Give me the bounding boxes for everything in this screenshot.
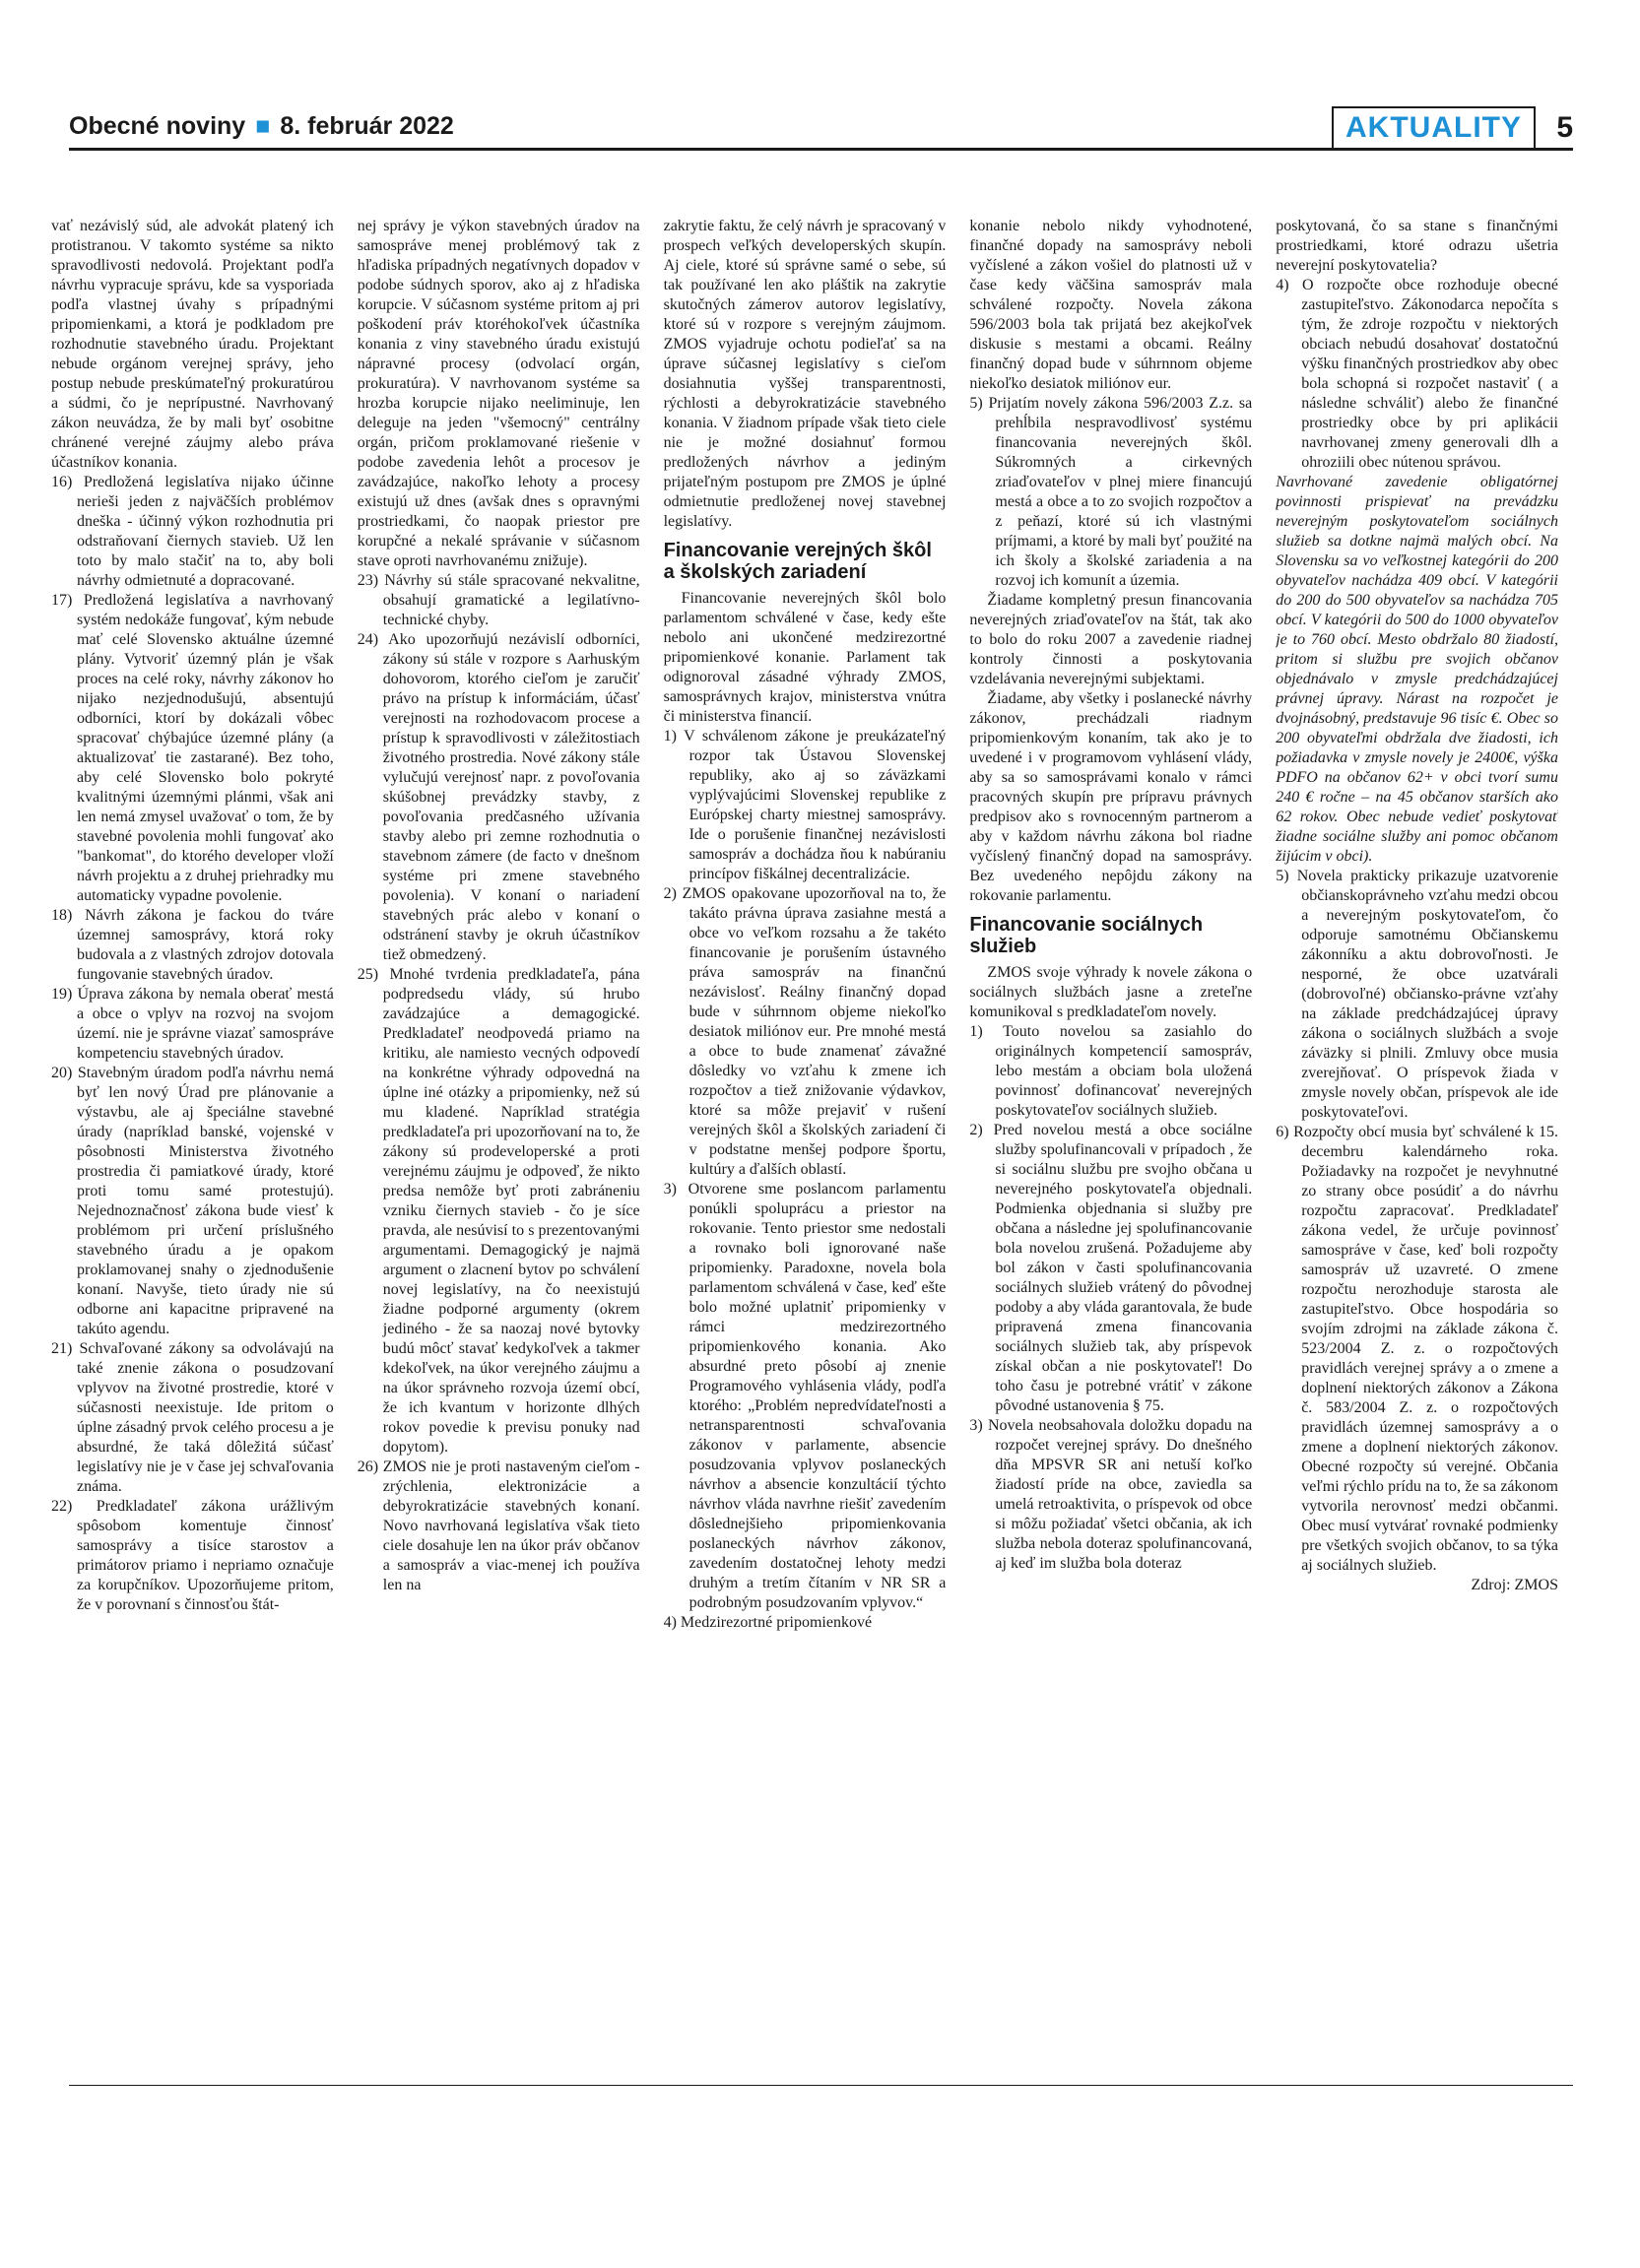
numbered-paragraph: 17) Predložená legislatíva a navrhovaný systém nedokáže fungovať, kým nebude mať celé Slovensko aktuálne územné plány. Vytvoriť územný plán je však proces na celé roky, návrhy zákonov ho nijako nezjednodušujú, absentujú odborníci, ktorí by dokázali vôbec spracovať chýbajúce územné plány (a aktualizovať tie zastarané). Bez toho, aby celé Slovensko bolo pokryté kvalitnými územnými plánmi, však ani len nemá zmysel uvažovať o tom, že by stavebné povolenia mohli fungovať ako "bankomat", do ktorého developer vloží návrh projektu a z druhej priehradky mu automaticky vypadne povolenie. <box>51 592 334 904</box>
numbered-paragraph: 23) Návrhy sú stále spracované nekvalitne, obsahují gramatické a legilatívno-technické chyby. <box>357 572 640 628</box>
numbered-paragraph: 4) O rozpočte obce rozhoduje obecné zastupiteľstvo. Zákonodarca nepočíta s tým, že zdroje rozpočtu v niektorých obciach nebudú dosahovať dostatočnú výšku finančných prostriedkov aby obec bola schopná si rozpočet nastaviť ( a následne schváliť) alebo že finančné prostriedky obce by pri aplikácii navrhovanej zmeny generovali dlh a ohroziili obec nútenou správou. <box>1276 277 1558 471</box>
source-credit: Zdroj: ZMOS <box>1471 1577 1558 1593</box>
numbered-paragraph: 18) Návrh zákona je fackou do tváre územnej samosprávy, ktorá roky budovala a z vlastných zdrojov dotovala fungovanie stavebných úradov. <box>51 907 334 983</box>
column-5 <box>1276 217 1558 2088</box>
paragraph: ZMOS svoje výhrady k novele zákona o sociálnych službách jasne a zreteľne komunikoval s predkladateľom novely. <box>969 964 1253 1020</box>
numbered-paragraph: 4) Medzirezortné pripomienkové <box>663 1614 873 1631</box>
numbered-paragraph: 22) Predkladateľ zákona urážlivým spôsobom komentuje činnosť samosprávy a tisíce starostov a primátorov priamo i nepriamo označuje za korupčníkov. Upozorňujeme pritom, že v porovnaní s činnosťou štát- <box>51 1498 334 1613</box>
page-number: 5 <box>1556 111 1573 144</box>
issue-date: 8. február 2022 <box>280 112 454 140</box>
numbered-paragraph: 6) Rozpočty obcí musia byť schválené k 15. decembru kalendárneho roka. Požiadavky na rozpočet je nevyhnutné zo strany obce posúdiť a do návrhu rozpočtu zapracovať. Predkladateľ zákona vedel, že určuje povinnosť samospráve v čase, keď boli rozpočty samospráv už uzavreté. O zmene rozpočtu nerozhoduje starosta ale zastupiteľstvo. Obce hospodária so svojím zdrojmi na základe zákona č. 523/2004 Z. z. o rozpočtových pravidlách verejnej správy a o zmene a doplnení niektorých zákonov a Zákona č. 583/2004 Z. z. o rozpočtových pravidlách územnej samosprávy a o zmene a doplnení niektorých zákonov. Obecné rozpočty sú verejné. Občania veľmi rýchlo prídu na to, že sa zákonom vytvorila nerovnosť medzi občanmi. Obec musí vytvárať rovnaké podmienky pre všetkých svojich občanov, to sa týka aj sociálnych služieb. <box>1276 1124 1558 1574</box>
numbered-paragraph: 21) Schvaľované zákony sa odvolávajú na také znenie zákona o posudzovaní vplyvov na životné prostredie, ktoré v súčasnosti neexistuje. Ide pritom o úplne zásadný prvok celého procesu a je absurdné, že taká dôležitá súčasť legislatívy nie je v čase jej schvaľovania známa. <box>51 1340 334 1495</box>
numbered-paragraph: 1) Touto novelou sa zasiahlo do originálnych kompetencií samospráv, lebo mestám a obciam bola uložená povinnosť dofinancovať neverejných poskytovateľov sociálnych služieb. <box>969 1023 1253 1119</box>
numbered-paragraph: 25) Mnohé tvrdenia predkladateľa, pána podpredsedu vlády, sú hrubo zavádzajúce a demagogické. Predkladateľ neodpovedá priamo na kritiku, ale namiesto vecných odpovedí na konkrétne výhrady odpovedná na úplne iné otázky a pripomienky, než sú mu kladené. Napríklad stratégia predkladateľa pri upozorňovaní na to, že zákony sú prodeveloperské a proti verejnému záujmu je odpoveď, že nikto predsa nemôže byť proti zabráneniu vzniku čiernych stavieb - čo je síce pravda, ale nesúvisí to s prezentovanými argumentami. Demagogický je najmä argument o zlacnení bytov po schválení novej legislatívy, na čo neexistujú žiadne podporné argumenty (okrem jediného - že sa naozaj nové bytovky budú môcť stavať kedykoľvek a takmer kdekoľvek, na úkor verejného záujmu a na úkor správneho rozvoja území obcí, že ich kvantum v horizonte dlhých rokov povedie k previsu ponuky nad dopytom). <box>357 966 640 1456</box>
numbered-paragraph: 3) Novela neobsahovala doložku dopadu na rozpočet verejnej správy. Do dnešného dňa MPSVR SR ani netuší koľko žiadostí príde na obce, zaviedla sa umelá retroaktivita, o príspevok od obce si môžu požiadať všetci občania, ak ich služba nebola doteraz spolufinancovaná, aj keď im služba bola doteraz <box>969 1417 1253 1572</box>
numbered-paragraph: 3) Otvorene sme poslancom parlamentu ponúkli spoluprácu a priestor na rokovanie. Tento priestor sme nedostali a rovnako boli ignorované naše pripomienky. Paradoxne, novela bola parlamentom schválená v čase, keď ešte bolo možné uplatniť pripomienky v rámci medzirezortného pripomienkového konania. Ako absurdné preto pôsobí aj znenie Programového vyhlásenia vlády, podľa ktorého: „Problém nepredvídateľnosti a netransparentnosti schvaľovania zákonov v parlamente, absencie posudzovania vplyvov poslaneckých návrhov a absencie konzultácií týchto návrhov vláda navrhne riešiť zavedením dôslednejšieho pripomienkovania poslaneckých návrhov zákonov, zavedením dostatočnej lehoty medzi druhým a tretím čítaním v NR SR a podrobným posudzovaním vplyvov.“ <box>663 1181 947 1611</box>
masthead <box>69 112 454 141</box>
paragraph: nej správy je výkon stavebných úradov na samospráve menej problémový tak z hľadiska prípadných negatívnych dopadov v podobe súdnych sporov, ako aj z hľadiska korupcie. V súčasnom systéme pritom aj pri poškodení práv ktoréhokoľvek účastníka konania z viny stavebného úradu existujú nápravné procesy (odvolací orgán, prokuratúra). V navrhovanom systéme sa hrozba korupcie nijako neeliminuje, len deleguje na jeden "všemocný" centrálny orgán, pričom proklamované riešenie v podobe zavedenia lehôt a procesov je zavádzajúce, nakoľko lehoty a procesy existujú už dnes (avšak dnes s opravnými prostriedkami, čo naopak priestor pre korupčné a nekalé správanie v súčasnom stave oproti navrhovanému znižuje). <box>357 218 640 569</box>
separator-dot-icon: ■ <box>255 112 271 140</box>
paragraph: vať nezávislý súd, ale advokát platený ich protistranou. V takomto systéme sa nikto spravodlivosti nedovolá. Projektant podľa návrhu vypracuje správu, kde sa vysporiada podľa vlastnej úvahy s prípadnými pripomienkami, a ktorá je podkladom pre rozhodnutie stavebného úradu. Projektant nebude orgánom verejnej správy, jeho postup nebude preskúmateľný prokuratúrou a súdmi, čo je neprípustné. Navrhovaný zákon neuvádza, že by mali byť osobitne chránené verejné záujmy alebo práva účastníkov konania. <box>51 218 334 471</box>
numbered-paragraph: 2) ZMOS opakovane upozorňoval na to, že takáto právna úprava zasiahne mestá a obce vo veľkom rozsahu a že takéto financovanie je porušením ústavného práva samospráv na finančnú nezávislosť. Reálny finančný dopad bude v súhrnnom objeme niekoľko desiatok miliónov eur. Pre mnohé mestá a obce to bude znamenať závažné dôsledky vo vzťahu k zmene ich rozpočtov a tiež znižovanie výdavkov, ktoré sa môže prejaviť v rušení verejných škôl a školských zariadení či v podstatne menšej podpore športu, kultúry a ďalších oblastí. <box>663 885 947 1178</box>
numbered-paragraph: 19) Úprava zákona by nemala oberať mestá a obce o vplyv na rozvoj na svojom území. nie je správne viazať samospráve kompetenciu stavebných úradov. <box>51 986 334 1062</box>
section-label: AKTUALITY <box>1332 106 1536 150</box>
numbered-paragraph: 20) Stavebným úradom podľa návrhu nemá byť len nový Úrad pre plánovanie a výstavbu, ale aj špeciálne stavebné úrady (napríklad banské, vojenské v pôsobnosti Ministerstva životného prostredia či pamiatkové úrady, ktoré proti tomu samé protestujú). Nejednoznačnosť zákona bude viesť k problémom pri určení príslušného stavebného úradu a je opakom proklamovanej snahy o zjednodušenie konaní. Navyše, tieto úrady nie sú odborne ani kapacitne pripravené na takúto agendu. <box>51 1065 334 1337</box>
numbered-paragraph: 24) Ako upozorňujú nezávislí odborníci, zákony sú stále v rozpore s Aarhuským dohovorom, ktorého cieľom je zaručiť právo na prístup k informáciám, účasť verejnosti na rozhodovacom procese a prístup k spravodlivosti v záležitostiach životného prostredia. Nové zákony stále vylučujú verejnosť napr. z povoľovania skúšobnej prevádzky stavby, z povoľovania predčasného užívania stavby alebo pri zemne rozhodnutia o stavebnom zámere (de facto v dnešnom systéme pri zmene stavebného povolenia). V konaní o nariadení stavebných prác alebo v konaní o odstránení stavby je okruh účastníkov tiež obmedzený. <box>357 631 640 963</box>
column-2 <box>358 217 640 2088</box>
column-1 <box>51 217 334 2088</box>
numbered-paragraph: 5) Novela prakticky prikazuje uzatvorenie občianskoprávneho vzťahu medzi obcou a neverejným poskytovateľom, čo odporuje samotnému Občianskemu zákonníku a aktu dobrovoľnosti. Je nesporné, že obce uzatvárali (dobrovoľné) občiansko-právne vzťahy na základe predchádzajúcej úpravy zákona o sociálnych službách a svoje záväzky si plnili. Zmluvy obce musia zverejňovať. O príspevok žiada v zmysle novely občan, príspevok ale ide poskytovateľovi. <box>1276 868 1558 1121</box>
section-heading: Financovanie sociálnych služieb <box>969 914 1204 957</box>
numbered-paragraph: 2) Pred novelou mestá a obce sociálne služby spolufinancovali v prípadoch , že si sociálnu službu pre svojho občana u neverejného poskytovateľa objednali. Podmienka objednania si služby pre občana a následne jej spolufinancovanie bola novelou zrušená. Požadujeme aby bol zákon v časti spolufinancovania sociálnych služieb vrátený do pôvodnej podoby a aby vláda garantovala, že bude pripravená zmena financovania sociálnych služieb tak, aby príspevok získal občan a nie poskytovateľ! Do toho času je potrebné vrátiť v zákone pôvodné ustanovenia § 75. <box>969 1122 1253 1414</box>
paragraph: Financovanie neverejných škôl bolo parlamentom schválené v čase, kedy ešte nebolo ani ukončené medzirezortné pripomienkové konanie. Parlament tak odignoroval zásadné výhrady ZMOS, samosprávnych krajov, ministerstva vnútra či ministerstva financií. <box>663 590 947 725</box>
column-3 <box>664 217 947 2088</box>
column-4 <box>969 217 1252 2088</box>
paragraph: konanie nebolo nikdy vyhodnotené, finančné dopady na samosprávy neboli vyčíslené a zákon vošiel do platnosti už v čase kedy väčšina samospráv mala schválené rozpočty. Novela zákona 596/2003 bola tak prijatá bez akejkoľvek diskusie s mestami a obcami. Reálny finančný dopad bude v súhrnnom objeme niekoľko desiatok miliónov eur. <box>969 218 1253 392</box>
paragraph: Žiadame kompletný presun financovania neverejných zriaďovateľov na štát, tak ako to bolo do roku 2007 a zavedenie riadnej kontroly činnosti a poskytovania vzdelávania neverejnými subjektami. <box>969 592 1253 687</box>
publication-name: Obecné noviny <box>69 112 246 140</box>
section-heading: Financovanie verejných škôl a školských zariadení <box>663 540 932 583</box>
paragraph: poskytovaná, čo sa stane s finančnými prostriedkami, ktoré odrazu ušetria neverejní poskytovatelia? <box>1276 218 1558 274</box>
numbered-paragraph: 26) ZMOS nie je proti nastaveným cieľom - zrýchlenia, elektronizácie a debyrokratizácie stavebných konaní. Novo navrhovaná legislatíva však tieto ciele dosahuje len na úkor práv občanov a samospráv a viac-menej ich používa len na <box>357 1458 640 1593</box>
article-body <box>51 217 1558 2088</box>
numbered-paragraph: 16) Predložená legislatíva nijako účinne nerieši jeden z najväčších problémov dneška - účinný výkon rozhodnutia pri odstraňovaní čiernych stavieb. Už len toto by malo stačiť na to, aby boli návrhy odmietnuté a dopracované. <box>51 474 334 589</box>
numbered-paragraph: 5) Prijatím novely zákona 596/2003 Z.z. sa prehĺbila nespravodlivosť systému financovania neverejných škôl. Súkromných a cirkevných zriaďovateľov v plnej miere financujú mestá a obce a to zo svojich rozpočtov a z peňazí, ktoré sú ich vlastnými príjmami, a ktoré by mali byť použité na ich školy a školské zariadenia a na rozvoj ich komunít a územia. <box>969 395 1253 589</box>
header-rule <box>69 148 1573 151</box>
paragraph: zakrytie faktu, že celý návrh je spracovaný v prospech veľkých developerských skupín. Aj ciele, ktoré sú správne samé o sebe, sú tak používané len ako pláštik na zakrytie skutočných zámerov autorov legislatívy, ktoré sú v rozpore s verejným záujmom. ZMOS vyjadruje ochotu podieľať sa na úprave súčasnej legislatívy s cieľom dosiahnutia vyššej transparentnosti, rýchlosti a debyrokratizácie stavebného konania. V žiadnom prípade však tieto ciele nie je možné dosiahnuť formou predložených návrhov a jediným prijateľným postupom pre ZMOS je úplné odmietnutie predloženej novej stavebnej legislatívy. <box>663 218 947 530</box>
page-header <box>69 106 1573 148</box>
footer-rule <box>69 2085 1573 2086</box>
paragraph: Žiadame, aby všetky i poslanecké návrhy zákonov, prechádzali riadnym pripomienkovým konaním, tak ako je to uvedené i v programovom vyhlásení vlády, aby sa so samosprávami konalo v rámci pracovných skupín pre prípravu právnych predpisov ako s rovnocenným partnerom a aby v každom návrhu zákona bol riadne vyčíslený finančný dopad na samosprávy. Bez uvedeného nepôjdu zákony na rokovanie parlamentu. <box>969 690 1253 904</box>
paragraph: Navrhované zavedenie obligatórnej povinnosti prispievať na prevádzku neverejným poskytovateľom sociálnych služieb sa dotkne najmä malých obcí. Na Slovensku sa vo veľkostnej kategórii do 200 obyvateľov nachádza 409 obcí. V kategórii do 200 do 500 obyvateľov sa nachádza 705 obcí. V kategórii do 500 do 1000 obyvateľov je to 760 obcí. Mesto obdržalo 80 žiadostí, pritom si službu pre svojich občanov objednávalo v zmysle predchádzajúcej právnej úpravy. Nárast na rozpočet je dvojnásobný, predstavuje 96 tisíc €. Obec so 200 obyvateľmi obdržala dve žiadosti, ich požiadavka v zmysle novely je 2400€, výška PDFO na občanov 62+ v obci tvorí sumu 240 € ročne – na 45 občanov starších ako 62 rokov. Obec nebude vedieť poskytovať žiadne sociálne služby ani pomoc občanom žijúcim v obci). <box>1276 474 1558 865</box>
numbered-paragraph: 1) V schválenom zákone je preukázateľný rozpor tak Ústavou Slovenskej republiky, ako aj so záväzkami vyplývajúcimi Slovenskej republike z Európskej charty miestnej samosprávy. Ide o porušenie finančnej nezávislosti samospráv a dochádza ňou k nabúraniu princípov fiškálnej decentralizácie. <box>663 728 947 882</box>
